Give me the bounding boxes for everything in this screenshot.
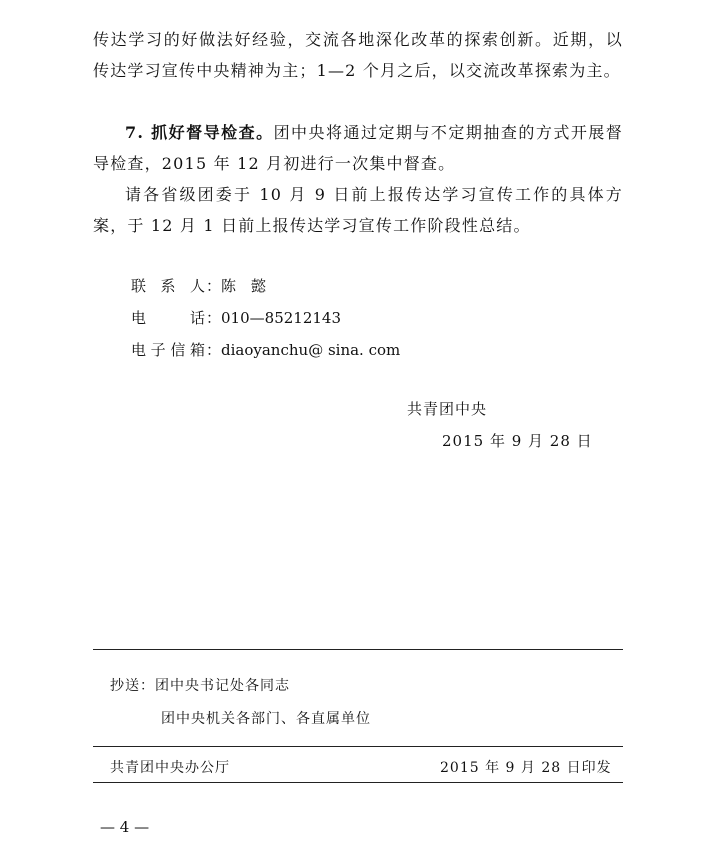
contact-person-row [131,276,266,296]
issuer-date: 2015 年 9 月 28 日印发 [440,760,612,776]
contact-email-row [131,340,400,360]
contact-phone-row [131,308,341,328]
page-number: — 4 — [100,818,150,836]
item-7-heading: 7. 抓好督导检查。 [125,123,274,142]
contact-separator: ： [206,277,222,295]
contact-email-value[interactable]: diaoyanchu@ sina. com [221,341,401,359]
contact-phone-label: 电话 [131,309,206,327]
cc-line-1 [110,675,290,695]
paragraph-item-7 [93,117,623,179]
cc-label: 抄送： [110,678,155,694]
cc-top-rule [93,649,623,650]
issuer-bottom-rule [93,782,623,783]
paragraph-deadlines: 请各省级团委于 10 月 9 日前上报传达学习宣传工作的具体方案，于 12 月 1 日前上报传达学习宣传工作阶段性总结。 [93,185,623,235]
issuer-top-rule [93,746,623,747]
contact-email-label: 电子信箱 [131,341,206,359]
contact-person-label: 联系人 [131,277,206,295]
signature-date: 2015 年 9 月 28 日 [442,432,593,450]
cc-recipient-2: 团中央机关各部门、各直属单位 [161,711,371,727]
paragraph-1: 传达学习的好做法好经验，交流各地深化改革的探索创新。近期，以传达学习宣传中央精神为主；1—2 个月之后，以交流改革探索为主。 [93,30,623,80]
contact-separator: ： [206,341,222,359]
cc-recipient-1: 团中央书记处各同志 [155,678,290,694]
contact-person-value: 陈 懿 [221,277,267,295]
contact-phone-value: 010—85212143 [221,309,341,327]
item-7-text: 团中央将通过定期与不定期抽查的方式开展督导检查，2015 年 12 月初进行一次集中督查。 [93,123,623,173]
contact-separator: ： [206,309,222,327]
issuer-org: 共青团中央办公厅 [110,760,230,776]
signature-org: 共青团中央 [407,400,488,418]
